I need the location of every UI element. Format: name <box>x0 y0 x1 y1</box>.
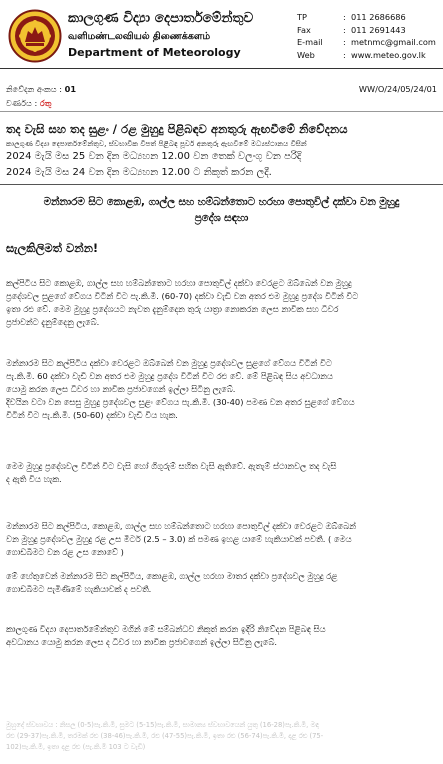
paragraph-line: කාලගුණ විද්‍යා දෙපාර්තමේන්තුව මගින් මේ සම්බන්ධව නිකුත් කරන ඉදිරි නිවේදන පිළිබඳ සිය <box>6 624 326 634</box>
paragraph-line: දිවයින වටා වන සෙසු මුහුදු ප්‍රදේශවල සුළං වේගය පැ.කි.මී. (30-40) පමණ වන අතර සුළගේ වේගය <box>6 397 355 408</box>
paragraph-waves-land <box>6 570 435 596</box>
paragraph-line: ගොඩබිමට වන රළ උස නොවේ ) <box>6 547 124 558</box>
contact-row-fax: Fax : 011 2691443 <box>297 24 406 35</box>
paragraph-line: ප්‍රජාවන්ට දැනුම්දෙනු ලැබේ. <box>6 317 100 328</box>
contact-label: Fax <box>297 24 311 35</box>
paragraph-thundershowers <box>6 460 435 486</box>
org-name-tamil: வளிமண்டலவியல் திணைக்களம் <box>68 31 211 42</box>
paragraph-follow-updates <box>6 623 435 649</box>
attention-heading: සැලකිලිමත් වන්න! <box>6 241 99 255</box>
contact-row-email: E-mail : metnmc@gmail.com <box>297 37 436 48</box>
headline-line: ප්‍රදේශ සඳහා <box>194 212 249 224</box>
national-emblem-icon <box>8 9 62 63</box>
letterhead <box>6 5 437 65</box>
contact-row-tp: TP : 011 2686686 <box>297 12 406 22</box>
notice-title: තද වැසි සහ තද සුළං / රළ මුහුදු පිළිබඳව අනතුරු ඇඟවීමේ නිවේදනය <box>6 122 348 136</box>
header-divider <box>0 68 443 69</box>
legend-line: මුහුදේ ස්වභාවය : නිසල (0-5)පැ.කි.මී, සුමට (5-15)පැ.කි.මී, සාමාන්‍ය ස්වභාවයෙන් යුතු (16-28)පැ.කි.මී, මඳ <box>6 721 319 729</box>
email-link[interactable]: metnmc@gmail.com <box>351 37 436 48</box>
issued-line: 2024 මැයි මස 24 වන දින මධ්‍යහන 12.00 ට නිකුත් කරන ලදී. <box>6 167 272 178</box>
paragraph-line: මෙම මුහුදු ප්‍රදේශවල විටින් විට වැසි හෝ ගිගුරුම් සහිත වැසි ඇතිවේ. ඇතැම් ස්ථානවල තද වැසි <box>6 461 337 471</box>
paragraph-wave-height <box>6 520 435 559</box>
paragraph-line: වන මුහුදු ප්‍රදේශවල මුහුදු රළ උස මීටර් (2.5 – 3.0) ක් පමණ ඉහළ යාමේ හැකියාවක් පවතී. ( මෙය <box>6 534 352 545</box>
paragraph-line: ඉතා රළු වේ. මෙම මුහුදු ප්‍රදේශයට නැවත දැනුම්දෙන තුරු යාත්‍රා නොකරන ලෙස නාවික සහ ධීවර <box>6 304 339 315</box>
org-names <box>68 9 298 61</box>
paragraph-strong-winds <box>6 277 435 329</box>
org-name-english: Department of Meteorology <box>68 46 241 59</box>
title-divider <box>0 184 443 185</box>
paragraph-line: පැ.කි.මී. 60 දක්වා වැඩි වන අතර එම මුහුදු ප්‍රදේශ විටින් විට රළු වේ. මේ පිළිබඳ සිය අවධානය <box>6 371 333 382</box>
contact-label: E-mail <box>297 37 323 48</box>
contact-label: Web <box>297 49 315 60</box>
paragraph-line: කල්පිටිය සිට කොළඹ, ගාල්ල සහ හම්බන්තොට හරහා පොතුවිල් දක්වා වෙරළට ඔබ්බෙන් වන මුහුදු <box>6 278 352 288</box>
reference-code: WW/O/24/05/24/01 <box>358 84 437 94</box>
validity-line: 2024 මැයි මස 25 වන දින මධ්‍යහන 12.00 වන තෙක් වලංගු වන පරිදි <box>6 151 302 162</box>
notice-number <box>6 84 76 95</box>
notice-number-value: 01 <box>64 84 77 94</box>
paragraph-line: ගොඩබිමට පැමිණීමේ හැකියාවක් ද පවතී. <box>6 584 152 595</box>
alert-level-value: රතු <box>39 98 52 108</box>
paragraph-line: මන්නාරම සිට කල්පිටිය, කොළඹ, ගාල්ල සහ හම්බන්තොට හරහා පොතුවිල් දක්වා වෙරළට ඔබ්බෙන් <box>6 521 356 531</box>
contact-value: 011 2691443 <box>351 24 406 35</box>
paragraph-line: මේ හේතුවෙන් මන්නාරම සිට කල්පිටිය, කොළඹ, ගාල්ල හරහා මාතර දක්වා ප්‍රදේශවල මුහුදු රළ <box>6 571 338 581</box>
paragraph-wind-speed <box>6 357 435 422</box>
paragraph-line: ද ඇති විය හැක. <box>6 474 62 485</box>
org-name-sinhala: කාලගුණ විද්‍යා දෙපාර්තමේන්තුව <box>68 10 254 26</box>
meta-divider <box>0 111 443 112</box>
paragraph-line: අවධානය යොමු කරන ලෙස ද ධීවර හා නාවික ප්‍රජාවගෙන් ඉල්ලා සිටිනු ලැබේ. <box>6 637 278 648</box>
contact-row-web: Web : www.meteo.gov.lk <box>297 49 426 60</box>
sea-state-legend <box>6 720 437 753</box>
website-link[interactable]: www.meteo.gov.lk <box>351 49 426 60</box>
paragraph-line: යොමු කරන ලෙස ධීවර හා නාවික ප්‍රජාවගෙන් ඉල්ලා සිටිනු ලැබේ. <box>6 384 236 395</box>
contact-block <box>297 11 436 61</box>
paragraph-line: ප්‍රදේශවල සුළගේ වේගය විටින් විට පැ.කි.මී. (60-70) දක්වා වැඩි වන අතර එම මුහුදු ප්‍රදේශ විටින් විට <box>6 291 359 302</box>
headline-line: මන්නාරම සිට කොළඹ, ගාල්ල සහ හම්බන්තොට හරහා පොතුවිල් දක්වා වන මුහුදු <box>43 196 400 208</box>
legend-line: 102)පැ.කි.මී, ඉතා දළ රළු (පැ.කි.මී 103 ට වැඩි) <box>6 743 146 751</box>
alert-level <box>6 98 51 109</box>
paragraph-line: විටින් විට පැ.කි.මී. (50-60) දක්වා වැඩි විය හැක. <box>6 410 178 421</box>
contact-value: 011 2686686 <box>351 12 406 22</box>
contact-label: TP <box>297 12 307 22</box>
paragraph-line: මන්නාරම සිට කල්පිටිය දක්වා වෙරළට ඔබ්බෙන් වන මුහුදු ප්‍රදේශවල සුළගේ වේගය විටින් විට <box>6 358 332 368</box>
alert-level-label: වර්ණය : <box>6 98 38 108</box>
notice-issuer: කාලගුණ විද්‍යා දෙපාර්තමේන්තුව, ස්වභාවික විපත් පිළිබඳ පූර්ව අනතුරු ඇඟවීමේ මධ්‍යස්ථානය විසින් <box>6 139 307 148</box>
notice-number-label: නිවේදන අංකය : <box>6 84 63 94</box>
legend-line: රළු (29-37)පැ.කි.මී, තරමක් රළු (38-46)පැ.කි.මී, රළු (47-55)පැ.කි.මී, ඉතා රළු (56-74)පැ.කි.මී, දළ රළු (75- <box>6 732 324 740</box>
